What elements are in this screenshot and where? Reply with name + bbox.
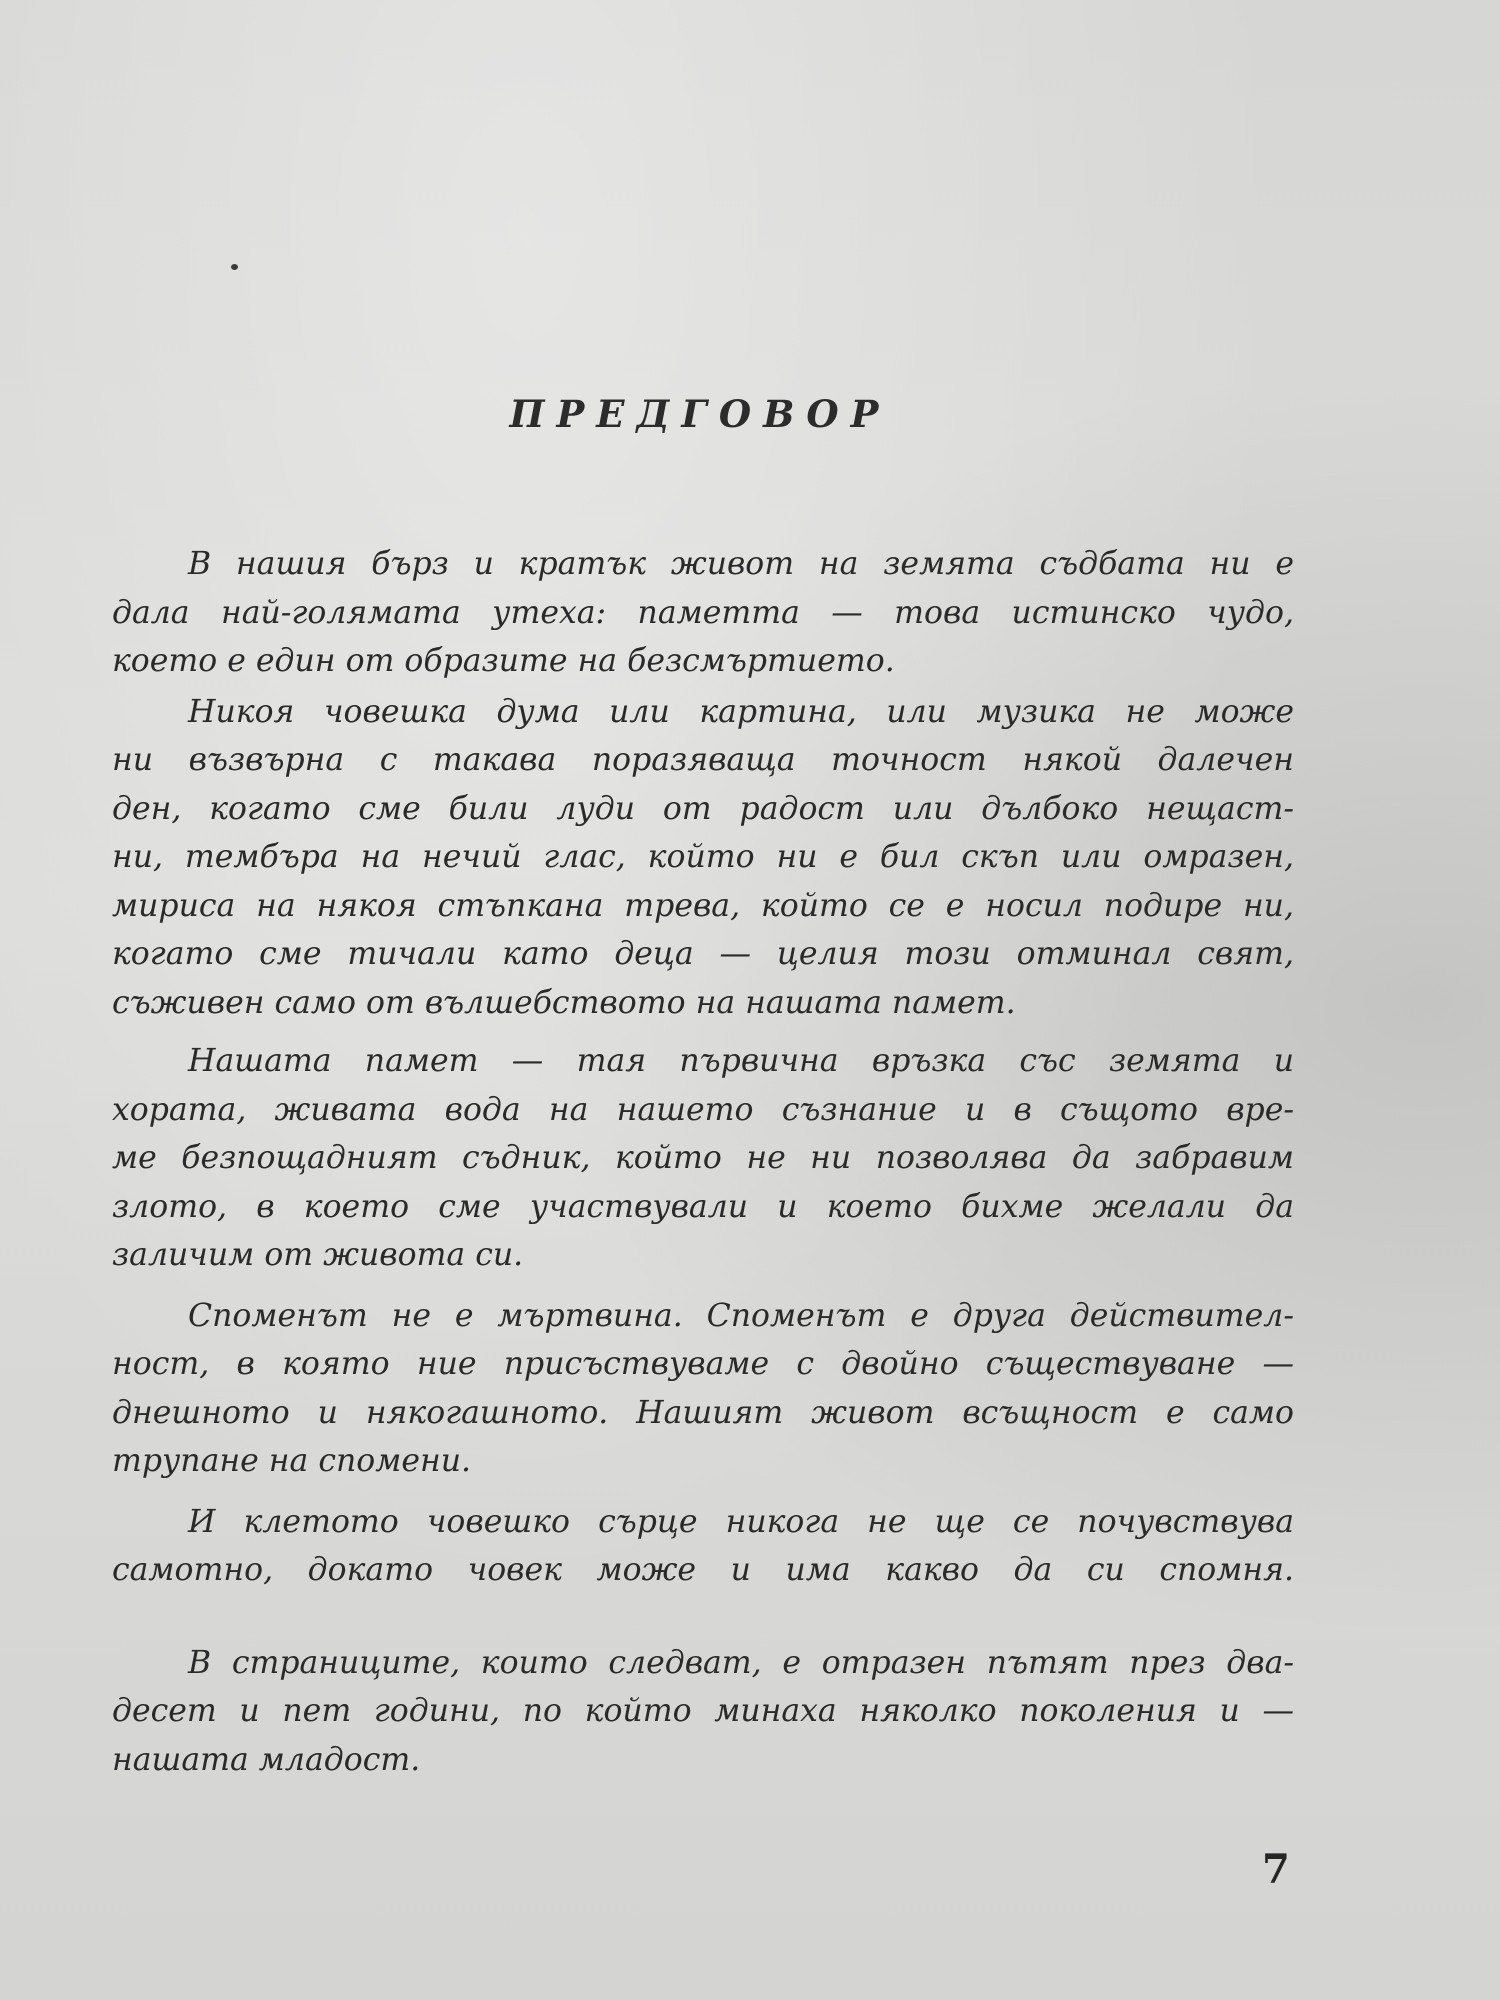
text-line: дала най-голямата утеха: паметта — това истинско чудо, bbox=[112, 594, 1294, 631]
paragraph-3 bbox=[112, 1037, 1294, 1280]
ink-speck bbox=[231, 264, 238, 270]
text-line: Споменът не е мъртвина. Споменът е друга действител- bbox=[188, 1297, 1294, 1334]
text-line: Никоя човешка дума или картина, или музика не може bbox=[188, 693, 1294, 730]
text-line: злото, в което сме участвували и което бихме желали да bbox=[112, 1188, 1294, 1225]
text-line: заличим от живота си. bbox=[112, 1237, 524, 1273]
text-line: нашата младост. bbox=[112, 1741, 421, 1778]
text-line: В страниците, които следват, е отразен пътят през два- bbox=[188, 1644, 1294, 1681]
text-line: Нашата памет — тая първична връзка със земята и bbox=[188, 1043, 1294, 1079]
text-line: хората, живата вода на нашето съзнание и в същото вре- bbox=[112, 1091, 1294, 1128]
paragraph-4 bbox=[112, 1292, 1294, 1486]
text-line: ни, тембъра на нечий глас, който ни е бил скъп или омразен, bbox=[112, 839, 1294, 875]
text-line: когато сме тичали като деца — целия този отминал свят, bbox=[112, 936, 1294, 972]
text-line: ме безпощадният съдник, който не ни позволява да забравим bbox=[112, 1140, 1294, 1176]
paragraph-5 bbox=[112, 1498, 1294, 1595]
text-line: ден, когато сме били луди от радост или дълбоко нещаст- bbox=[112, 790, 1294, 827]
text-line: ни възвърна с такава поразяваща точност някой далечен bbox=[112, 742, 1294, 778]
text-line: самотно, докато човек може и има какво да си спомня. bbox=[112, 1552, 1294, 1588]
paragraph-1 bbox=[112, 540, 1294, 686]
text-line: мириса на някоя стъпкана трева, който се е носил подире ни, bbox=[112, 887, 1294, 924]
text-line: десет и пет години, по който минаха няколко поколения и — bbox=[112, 1693, 1294, 1729]
text-line: днешното и някогашното. Нашият живот всъщност е само bbox=[112, 1394, 1294, 1431]
page-title: ПРЕДГОВОР bbox=[509, 392, 891, 436]
paragraph-6 bbox=[112, 1639, 1294, 1785]
text-line: трупане на спомени. bbox=[112, 1443, 472, 1479]
text-line: В нашия бърз и кратък живот на земята съдбата ни е bbox=[188, 546, 1294, 582]
text-line: съживен само от вълшебството на нашата памет. bbox=[112, 984, 1016, 1021]
paragraph-2 bbox=[112, 688, 1294, 1028]
page-number: 7 bbox=[1262, 1846, 1290, 1893]
text-line: ност, в която ние присъствуваме с двойно съществуване — bbox=[112, 1346, 1294, 1382]
text-line: И клетото човешко сърце никога не ще се почувствува bbox=[188, 1503, 1294, 1540]
preface-body bbox=[112, 540, 1294, 1784]
text-line: което е един от образите на безсмъртието. bbox=[112, 643, 895, 679]
